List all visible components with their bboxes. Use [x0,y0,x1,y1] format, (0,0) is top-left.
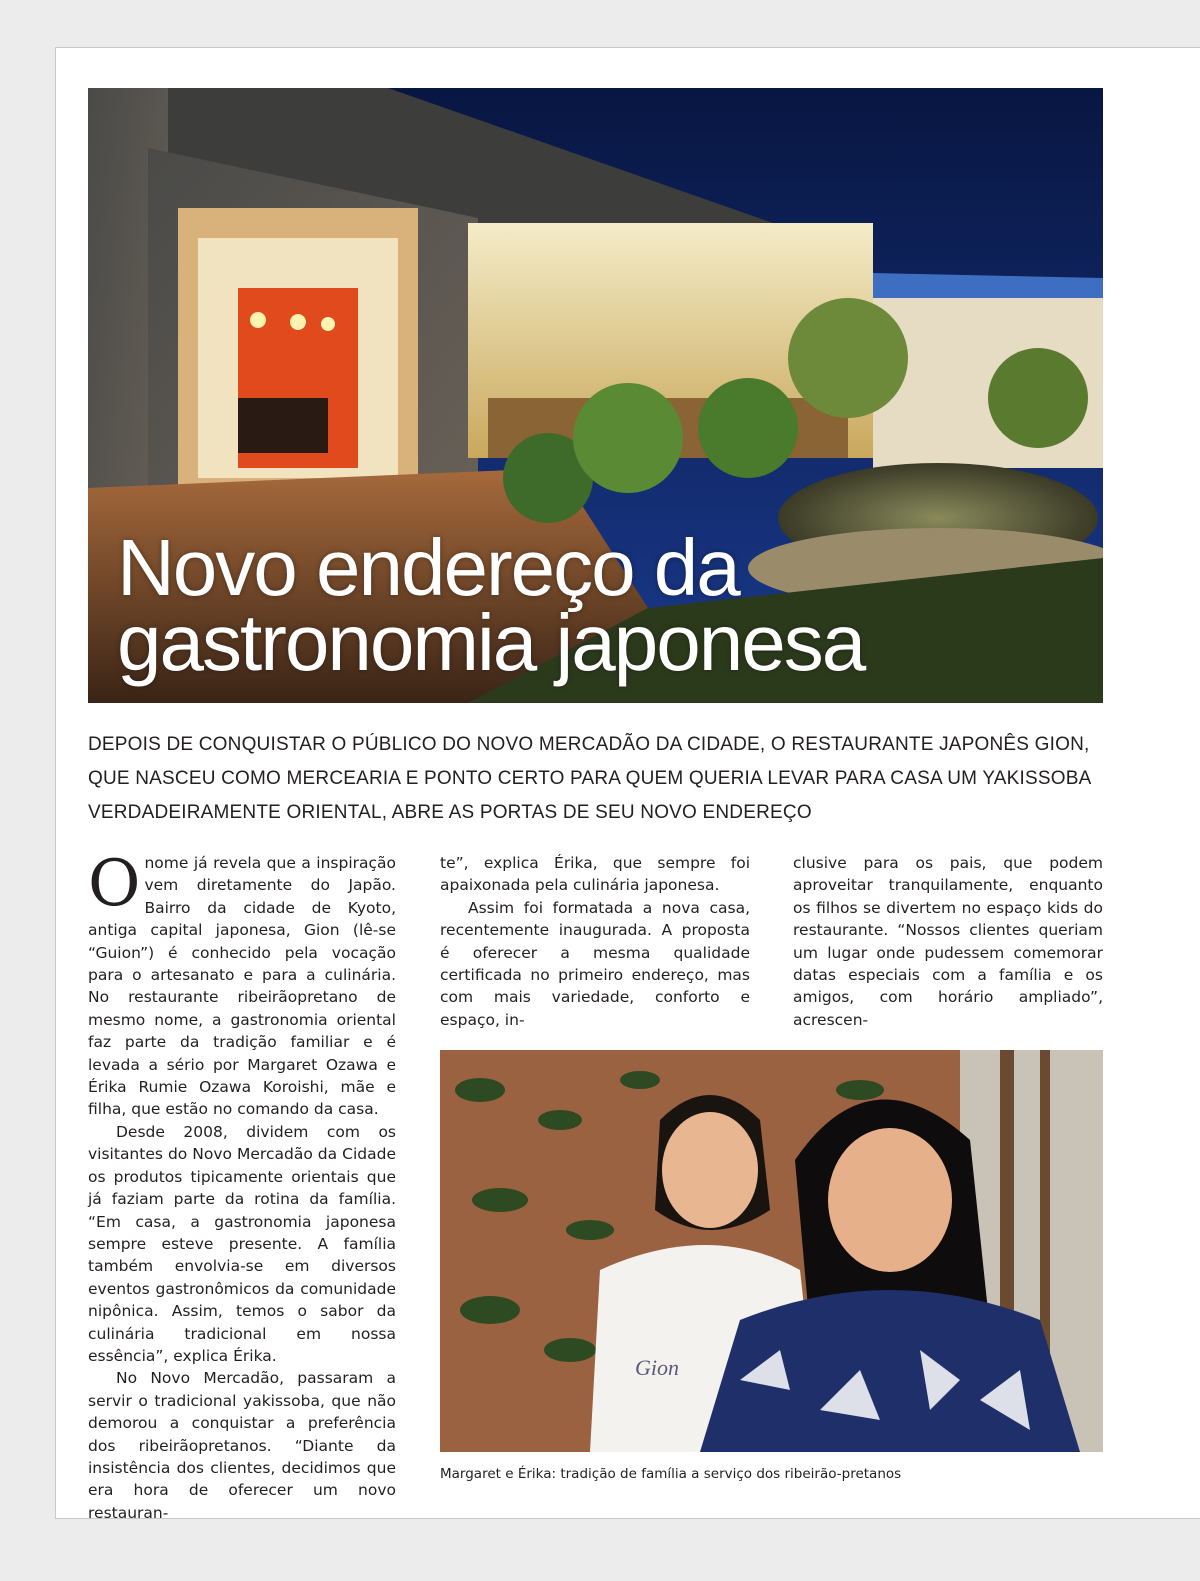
paragraph [88,847,396,1121]
paragraph: Assim foi formatada a nova casa, recentemente inaugurada. A proposta é oferecer a mesma qualidade certificada no primeiro endereço, mas com mais variedade, conforto e espaço, in- [440,898,750,1029]
article-lede: DEPOIS DE CONQUISTAR O PÚBLICO DO NOVO MERCADÃO DA CIDADE, O RESTAURANTE JAPONÊS GION, QUE NASCEU COMO MERCEARIA E PONTO CERTO PARA QUEM QUERIA LEVAR PARA CASA UM YAKISSOBA VERDADEIRAMENTE ORIENTAL, ABRE AS PORTAS DE SEU NOVO ENDEREÇO [88,734,1091,823]
paragraph: No Novo Mercadão, passaram a servir o tradicional yakissoba, que não demorou a conquistar a preferência dos ribeirãopretanos. “Diante da insistência dos clientes, decidimos que era hora de oferecer um novo restauran- [88,1369,396,1522]
shirt-logo: Gion [635,1355,679,1380]
title-line-2: gastronomia japonesa [117,598,865,687]
photo-caption: Margaret e Érika: tradição de família a serviço dos ribeirão-pretanos [440,1466,902,1482]
paragraph-text: nome já revela que a inspiração vem diretamente do Japão. Bairro da cidade de Kyoto, antiga capital japonesa, Gion (lê-se “Guion”) é conhecido pela vocação para o artesanato e para a culinária. No restaurante ribeirãopretano de mesmo nome, a gastronomia oriental faz parte da tradição familiar e é levada a sério por Margaret Ozawa e Érika Rumie Ozawa Koroishi, mãe e filha, que estão no comando da casa. [88,854,396,1119]
paragraph: clusive para os pais, que podem aproveitar tranquilamente, enquanto os filhos se divertem no espaço kids do restaurante. “Nossos clientes queriam um lugar onde pudessem comemorar datas especiais com a família e os amigos, com horário ampliado”, acrescen- [793,854,1103,1029]
paragraph: te”, explica Érika, que sempre foi apaixonada pela culinária japonesa. [440,854,750,895]
text-column-2 [440,852,750,1031]
drop-cap: O [88,847,141,921]
article-title [117,523,1017,687]
title-line-1: Novo endereço da [117,523,739,612]
hero-photo-restaurant-exterior [88,88,1103,703]
portrait-photo-margaret-erika [440,1050,1103,1452]
text-column-1 [88,847,396,1524]
portrait-illustration [440,1050,1103,1452]
text-column-3 [793,852,1103,1031]
paragraph: Desde 2008, dividem com os visitantes do Novo Mercadão da Cidade os produtos tipicamente orientais que já faziam parte da rotina da família. “Em casa, a gastronomia japonesa sempre esteve presente. A família também envolvia-se em diversos eventos gastronômicos da comunidade nipônica. Assim, temos o sabor da culinária tradicional em nossa essência”, explica Érika. [88,1122,396,1365]
